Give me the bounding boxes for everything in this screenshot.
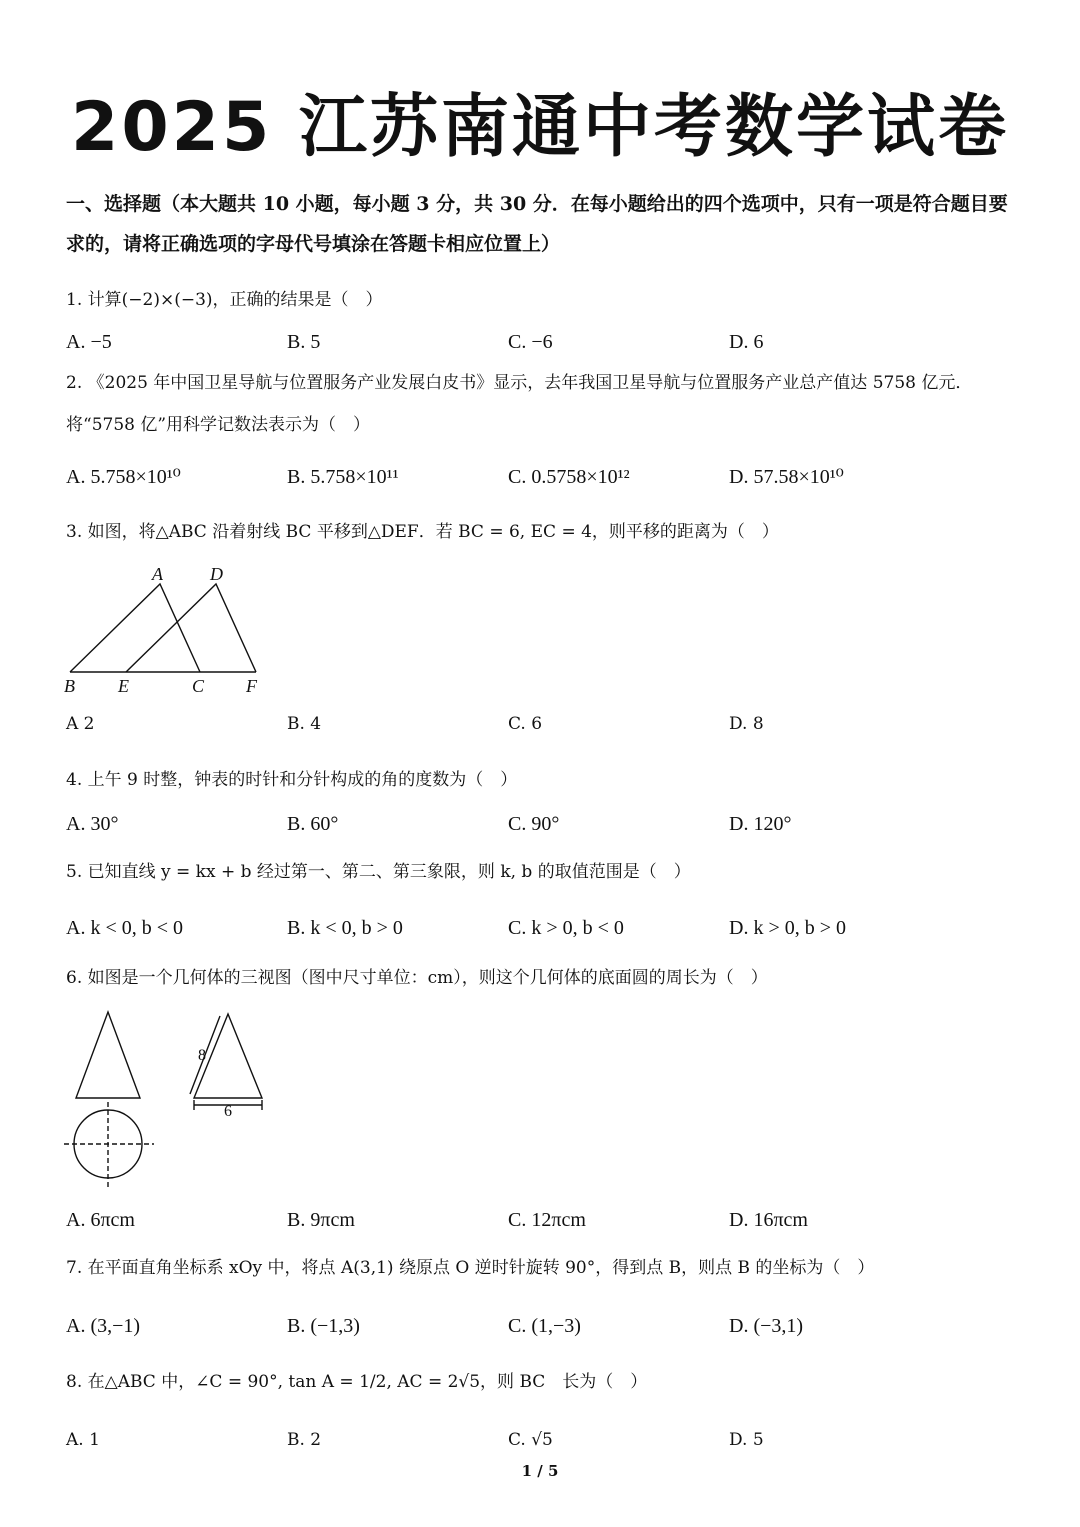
q7-option-b: B. (−1,3) bbox=[287, 1315, 360, 1337]
label-c: C bbox=[192, 676, 205, 696]
q7-option-c: C. (1,−3) bbox=[508, 1315, 581, 1337]
diameter-label: 6 bbox=[224, 1103, 232, 1120]
q3-option-b: B. 4 bbox=[287, 714, 322, 734]
q8-option-a: A. 1 bbox=[66, 1430, 100, 1450]
q8-option-d: D. 5 bbox=[729, 1430, 764, 1450]
q6-option-b: B. 9πcm bbox=[287, 1209, 355, 1231]
front-view-triangle bbox=[76, 1012, 140, 1098]
label-d: D bbox=[210, 564, 223, 584]
q1-option-a: A. −5 bbox=[66, 331, 112, 353]
q1-option-c: C. −6 bbox=[508, 331, 553, 353]
q5-option-d: D. k > 0, b > 0 bbox=[729, 917, 847, 939]
question-5-stem: 5. 已知直线 y = kx + b 经过第一、第二、第三象限，则 k, b 的取值范围是（ ） bbox=[66, 862, 691, 882]
q5-option-b: B. k < 0, b > 0 bbox=[287, 917, 403, 939]
q5-option-a: A. k < 0, b < 0 bbox=[66, 917, 184, 939]
label-f: F bbox=[246, 676, 257, 696]
three-view-figure bbox=[60, 1008, 280, 1194]
question-6-stem: 6. 如图是一个几何体的三视图（图中尺寸单位：cm），则这个几何体的底面圆的周长为（ ） bbox=[66, 968, 768, 988]
q3-option-d: D. 8 bbox=[729, 714, 764, 734]
question-2-stem: 2. 《2025 年中国卫星导航与位置服务产业发展白皮书》显示，去年我国卫星导航与位置服务产业总产值达 5758 亿元．将“5758 亿”用科学记数法表示为（ ） bbox=[66, 373, 973, 435]
page-title: 2025 江苏南通中考数学试卷 bbox=[71, 88, 1009, 167]
translation-triangles-figure bbox=[60, 562, 270, 700]
question-4-stem: 4. 上午 9 时整，钟表的时针和分针构成的角的度数为（ ） bbox=[66, 770, 518, 790]
q4-option-c: C. 90° bbox=[508, 813, 560, 835]
label-b: B bbox=[64, 676, 75, 696]
question-3-stem: 3. 如图，将△ABC 沿着射线 BC 平移到△DEF．若 BC = 6, EC = 4，则平移的距离为（ ） bbox=[66, 522, 779, 542]
q8-option-b: B. 2 bbox=[287, 1430, 322, 1450]
section-header: 一、选择题（本大题共 10 小题，每小题 3 分，共 30 分．在每小题给出的四个选项中，只有一项是符合题目要求的，请将正确选项的字母代号填涂在答题卡相应位置上） bbox=[66, 193, 1008, 255]
q2-option-d: D. 57.58×10¹⁰ bbox=[729, 466, 844, 488]
question-7-stem: 7. 在平面直角坐标系 xOy 中，将点 A(3,1) 绕原点 O 逆时针旋转 90°，得到点 B，则点 B 的坐标为（ ） bbox=[66, 1258, 875, 1278]
q6-option-c: C. 12πcm bbox=[508, 1209, 586, 1231]
q2-option-a: A. 5.758×10¹⁰ bbox=[66, 466, 181, 488]
question-1-stem: 1. 计算(−2)×(−3)，正确的结果是（ ） bbox=[66, 290, 383, 310]
q2-option-b: B. 5.758×10¹¹ bbox=[287, 466, 399, 488]
q8-option-c: C. √5 bbox=[508, 1430, 553, 1450]
q7-option-a: A. (3,−1) bbox=[66, 1315, 141, 1337]
q6-option-d: D. 16πcm bbox=[729, 1209, 808, 1231]
q3-option-c: C. 6 bbox=[508, 714, 543, 734]
q3-option-a: A 2 bbox=[66, 714, 95, 734]
question-8-stem: 8. 在△ABC 中，∠C = 90°, tan A = 1/2, AC = 2√5，则 BC 长为（ ） bbox=[66, 1372, 648, 1392]
triangle-abc bbox=[70, 584, 200, 672]
label-e: E bbox=[118, 676, 129, 696]
page-number: 1 / 5 bbox=[521, 1462, 559, 1480]
q4-option-d: D. 120° bbox=[729, 813, 792, 835]
q7-option-d: D. (−3,1) bbox=[729, 1315, 804, 1337]
label-a: A bbox=[152, 564, 163, 584]
q4-option-a: A. 30° bbox=[66, 813, 119, 835]
q1-option-b: B. 5 bbox=[287, 331, 321, 353]
q5-option-c: C. k > 0, b < 0 bbox=[508, 917, 624, 939]
slant-length-label: 8 bbox=[198, 1047, 206, 1064]
q6-option-a: A. 6πcm bbox=[66, 1209, 135, 1231]
q4-option-b: B. 60° bbox=[287, 813, 339, 835]
q1-option-d: D. 6 bbox=[729, 331, 764, 353]
q2-option-c: C. 0.5758×10¹² bbox=[508, 466, 630, 488]
